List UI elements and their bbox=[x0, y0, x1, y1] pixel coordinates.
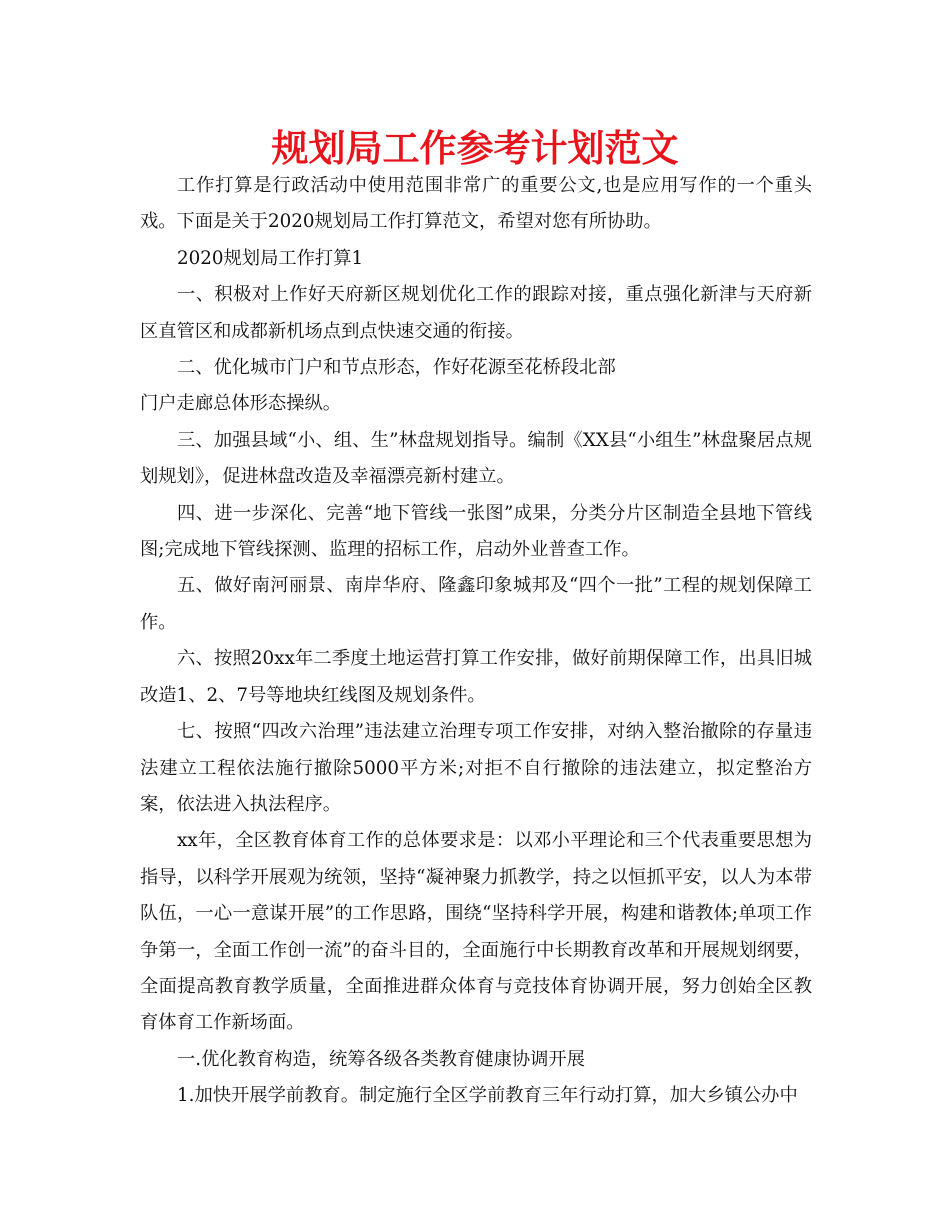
list-item-7: 七、按照“四改六治理”违法建立治理专项工作安排，对纳入整治撤除的存量违法建立工程依法施行撤除5000平方米;对拒不自行撤除的违法建立，拟定整治方案，依法进入执法程序。 bbox=[140, 721, 812, 815]
education-paragraph: xx年，全区教育体育工作的总体要求是：以邓小平理论和三个代表重要思想为指导，以科学开展观为统领，坚持“凝神聚力抓教学，持之以恒抓平安，以人为本带队伍，一心一意谋开展”的工作思路，围绕“坚持科学开展，构建和谐教体;单项工作争第一，全面工作创一流”的奋斗目的，全面施行中长期教育改革和开展规划纲要，全面提高教育教学质量，全面推进群众体育与竞技体育协调开展，努力创始全区教育体育工作新场面。 bbox=[140, 830, 812, 1034]
list-item-6: 六、按照20xx年二季度土地运营打算工作安排，做好前期保障工作，出具旧城改造1、2、7号等地块红线图及规划条件。 bbox=[140, 648, 812, 706]
list-item-1: 一、积极对上作好天府新区规划优化工作的跟踪对接，重点强化新津与天府新区直管区和成都新机场点到点快速交通的衔接。 bbox=[140, 284, 812, 342]
list-item-4: 四、进一步深化、完善“地下管线一张图”成果，分类分片区制造全县地下管线图;完成地下管线探测、监理的招标工作，启动外业普查工作。 bbox=[140, 502, 812, 561]
subsection-heading: 一.优化教育构造，统筹各级各类教育健康协调开展 bbox=[177, 1048, 585, 1070]
list-item-3: 三、加强县域“小、组、生”林盘规划指导。编制《XX县“小组生”林盘聚居点规划规划》，促进林盘改造及幸福漂亮新村建立。 bbox=[140, 429, 812, 488]
document-body bbox=[140, 168, 812, 1115]
list-item-2: 二、优化城市门户和节点形态，作好花源至花桥段北部 bbox=[177, 357, 616, 379]
subsection-item-1: 1.加快开展学前教育。制定施行全区学前教育三年行动打算，加大乡镇公办中 bbox=[177, 1085, 798, 1107]
list-item-2-continued: 门户走廊总体形态操纵。 bbox=[140, 393, 342, 415]
section-heading: 2020规划局工作打算1 bbox=[177, 247, 364, 269]
intro-paragraph: 工作打算是行政活动中使用范围非常广的重要公文,也是应用写作的一个重头戏。下面是关于2020规划局工作打算范文，希望对您有所协助。 bbox=[140, 175, 812, 233]
list-item-5: 五、做好南河丽景、南岸华府、隆鑫印象城邦及“四个一批”工程的规划保障工作。 bbox=[140, 575, 812, 633]
document-title: 规划局工作参考计划范文 bbox=[271, 127, 679, 170]
